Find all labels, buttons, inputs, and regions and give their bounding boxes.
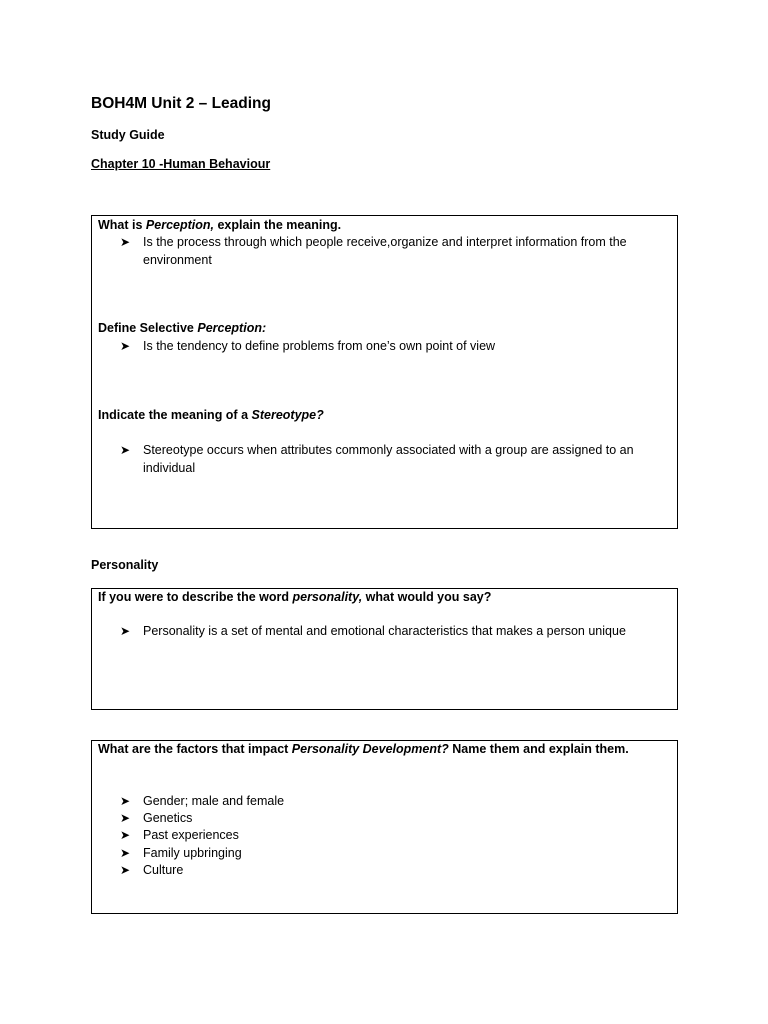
answer-selective-perception: ➤ Is the tendency to define problems from one’s own point of view bbox=[120, 338, 650, 356]
arrow-bullet-icon: ➤ bbox=[120, 624, 131, 638]
question-selective-perception: Define Selective Perception: bbox=[98, 321, 267, 335]
arrow-bullet-icon: ➤ bbox=[120, 846, 131, 860]
list-item: ➤ Past experiences bbox=[120, 827, 650, 845]
arrow-bullet-icon: ➤ bbox=[120, 828, 131, 842]
list-item: ➤ Culture bbox=[120, 862, 650, 880]
question-perception: What is Perception, explain the meaning. bbox=[98, 218, 342, 232]
answer-stereotype: ➤ Stereotype occurs when attributes commonly associated with a group are assigned to an individual bbox=[120, 443, 634, 475]
personality-development-box bbox=[91, 740, 678, 914]
personality-section-label: Personality bbox=[91, 558, 159, 572]
answer-personality: ➤ Personality is a set of mental and emotional characteristics that makes a person unique bbox=[120, 623, 650, 641]
list-item: ➤ Gender; male and female bbox=[120, 793, 650, 811]
question-stereotype: Indicate the meaning of a Stereotype? bbox=[98, 408, 324, 422]
question-personality-development: What are the factors that impact Personality Development? Name them and explain them. bbox=[98, 742, 629, 756]
personality-box bbox=[91, 588, 678, 710]
answer-perception: ➤ Is the process through which people receive,organize and interpret information from the environment bbox=[120, 235, 627, 267]
arrow-bullet-icon: ➤ bbox=[120, 811, 131, 825]
chapter-heading: Chapter 10 -Human Behaviour bbox=[91, 157, 271, 171]
list-item: ➤ Genetics bbox=[120, 810, 650, 828]
document-title: BOH4M Unit 2 – Leading bbox=[91, 95, 271, 112]
question-personality: If you were to describe the word personality, what would you say? bbox=[98, 590, 492, 604]
document-subtitle: Study Guide bbox=[91, 128, 165, 142]
arrow-bullet-icon: ➤ bbox=[120, 863, 131, 877]
arrow-bullet-icon: ➤ bbox=[120, 443, 131, 457]
arrow-bullet-icon: ➤ bbox=[120, 339, 131, 353]
arrow-bullet-icon: ➤ bbox=[120, 794, 131, 808]
arrow-bullet-icon: ➤ bbox=[120, 235, 131, 249]
list-item: ➤ Family upbringing bbox=[120, 845, 650, 863]
perception-box bbox=[91, 215, 678, 529]
